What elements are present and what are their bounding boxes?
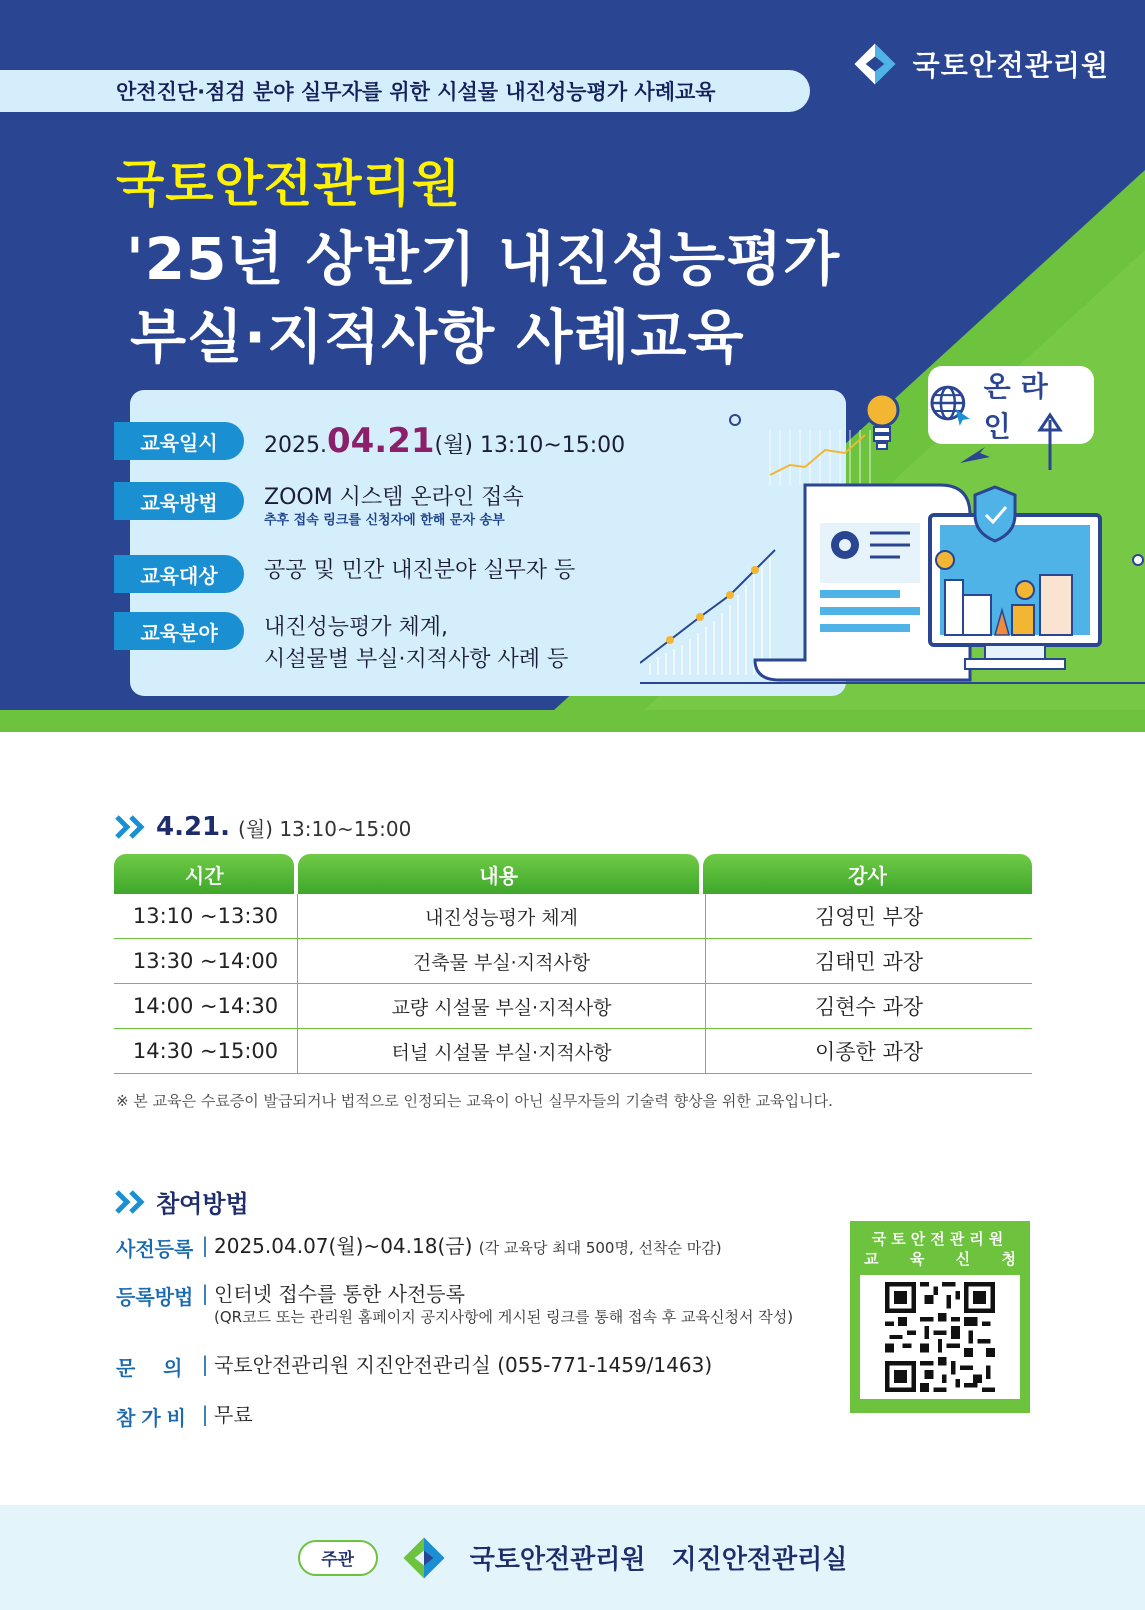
inquiry-value: 국토안전관리원 지진안전관리실 (055-771-1459/1463) xyxy=(214,1353,713,1377)
host-label: 주관 xyxy=(298,1540,378,1576)
org-logo-icon xyxy=(847,36,903,92)
qr-code-icon[interactable] xyxy=(885,1282,995,1392)
org-logo-icon xyxy=(396,1530,452,1586)
info-row-method xyxy=(114,482,524,530)
row-lecturer: 이종한 과장 xyxy=(814,1040,924,1064)
qr-sub-d: 청 xyxy=(1001,1250,1016,1268)
table-row xyxy=(114,939,1032,984)
title-org: 국토안전관리원 xyxy=(116,155,462,213)
fee-label: 참가비 xyxy=(116,1406,192,1430)
date-suffix: (월) 13:10~15:00 xyxy=(434,433,626,458)
pre-reg-extra: (각 교육당 최대 500명, 선착순 마감) xyxy=(478,1239,722,1257)
schedule-date: 4.21. xyxy=(156,812,231,842)
row-lecturer: 김현수 과장 xyxy=(814,995,924,1019)
schedule-table xyxy=(114,854,1032,1074)
info-label-field: 교육분야 xyxy=(114,612,244,650)
separator: | xyxy=(201,1281,209,1305)
row-content: 내진성능평가 체계 xyxy=(298,894,706,938)
method-value-wrap xyxy=(214,1281,793,1327)
info-row-target xyxy=(114,555,575,593)
date-prefix: 2025. xyxy=(264,433,327,458)
method-sub: 추후 접속 링크를 신청자에 한해 문자 송부 xyxy=(264,513,505,528)
pre-registration-row xyxy=(116,1233,722,1262)
row-content: 터널 시설물 부실·지적사항 xyxy=(298,1029,706,1073)
participation-heading xyxy=(114,1184,249,1219)
qr-subtitle xyxy=(860,1249,1020,1269)
title-line1: '25년 상반기 내진성능평가 xyxy=(126,225,841,293)
org-logo xyxy=(847,36,1109,92)
qr-signup-box[interactable] xyxy=(850,1221,1030,1413)
info-value-target: 공공 및 민간 내진분야 실무자 등 xyxy=(264,558,576,583)
info-value-field xyxy=(264,612,568,676)
pre-reg-value-wrap xyxy=(214,1233,722,1261)
double-chevron-icon xyxy=(114,1189,148,1215)
qr-sub-b: 육 xyxy=(909,1250,925,1268)
hero-banner xyxy=(0,0,1145,732)
footer-dept: 지진안전관리실 xyxy=(671,1545,848,1575)
row-lecturer: 김태민 과장 xyxy=(814,950,924,974)
header-lecturer: 강사 xyxy=(703,854,1032,894)
field-line2: 시설물별 부실·지적사항 사례 등 xyxy=(264,647,569,672)
separator: | xyxy=(201,1352,209,1376)
top-banner-pill: 안전진단·점검 분야 실무자를 위한 시설물 내진성능평가 사례교육 xyxy=(0,70,810,112)
qr-title: 국토안전관리원 xyxy=(871,1230,1009,1248)
reg-method-sub: (QR코드 또는 관리원 홈페이지 공지사항에 게시된 링크를 통해 접속 후 교육신청서 작성) xyxy=(214,1308,794,1326)
registration-method-row xyxy=(116,1281,793,1327)
online-text: 온라인 xyxy=(983,370,1058,443)
footer-org: 국토안전관리원 xyxy=(469,1545,646,1575)
separator: | xyxy=(201,1402,209,1426)
row-lecturer: 김영민 부장 xyxy=(814,905,924,929)
document-monitor-illustration xyxy=(640,395,1145,705)
table-row xyxy=(114,894,1032,939)
method-value: ZOOM 시스템 온라인 접속 xyxy=(264,485,524,510)
title-line2: 부실·지적사항 사례교육 xyxy=(130,303,745,371)
row-content: 교량 시설물 부실·지적사항 xyxy=(298,984,706,1028)
row-time: 13:30 ~14:00 xyxy=(114,939,298,983)
reg-method-value: 인터넷 접수를 통한 사전등록 xyxy=(214,1282,465,1306)
separator: | xyxy=(201,1233,209,1257)
lightbulb-icon xyxy=(866,395,898,449)
row-time: 13:10 ~13:30 xyxy=(114,894,298,938)
info-label-date: 교육일시 xyxy=(114,422,244,460)
qr-code-frame[interactable] xyxy=(860,1275,1020,1399)
qr-sub-c: 신 xyxy=(955,1250,971,1268)
header-time: 시간 xyxy=(114,854,294,894)
footer xyxy=(0,1505,1145,1610)
info-value-method xyxy=(264,482,524,530)
pre-reg-value: 2025.04.07(월)~04.18(금) xyxy=(214,1234,473,1258)
fee-row xyxy=(116,1402,253,1431)
participation-title: 참여방법 xyxy=(156,1190,249,1218)
row-time: 14:30 ~15:00 xyxy=(114,1029,298,1073)
table-row xyxy=(114,984,1032,1029)
qr-sub-a: 교 xyxy=(864,1250,879,1268)
info-label-target: 교육대상 xyxy=(114,555,244,593)
info-row-date xyxy=(114,422,625,465)
schedule-note: ※ 본 교육은 수료증이 발급되거나 법적으로 인정되는 교육이 아닌 실무자들의 기술력 향상을 위한 교육입니다. xyxy=(116,1092,833,1110)
info-label-method: 교육방법 xyxy=(114,482,244,520)
method-label: 등록방법 xyxy=(116,1285,194,1309)
row-time: 14:00 ~14:30 xyxy=(114,984,298,1028)
inquiry-label: 문 의 xyxy=(116,1356,183,1380)
pre-reg-label: 사전등록 xyxy=(116,1237,194,1261)
fee-value: 무료 xyxy=(214,1403,253,1427)
schedule-table-header xyxy=(114,854,1032,894)
row-content: 건축물 부실·지적사항 xyxy=(298,939,706,983)
hero-bottom-strip xyxy=(0,710,1145,732)
date-highlight: 04.21 xyxy=(326,421,435,461)
field-line1: 내진성능평가 체계, xyxy=(264,615,449,640)
header-content: 내용 xyxy=(298,854,698,894)
info-value-date xyxy=(264,422,625,465)
org-logo-text: 국토안전관리원 xyxy=(912,49,1109,82)
schedule-time: (월) 13:10~15:00 xyxy=(238,816,412,841)
info-row-field xyxy=(114,612,568,676)
schedule-heading xyxy=(114,812,411,842)
inquiry-row xyxy=(116,1352,712,1381)
double-chevron-icon xyxy=(114,814,148,840)
table-row xyxy=(114,1029,1032,1074)
